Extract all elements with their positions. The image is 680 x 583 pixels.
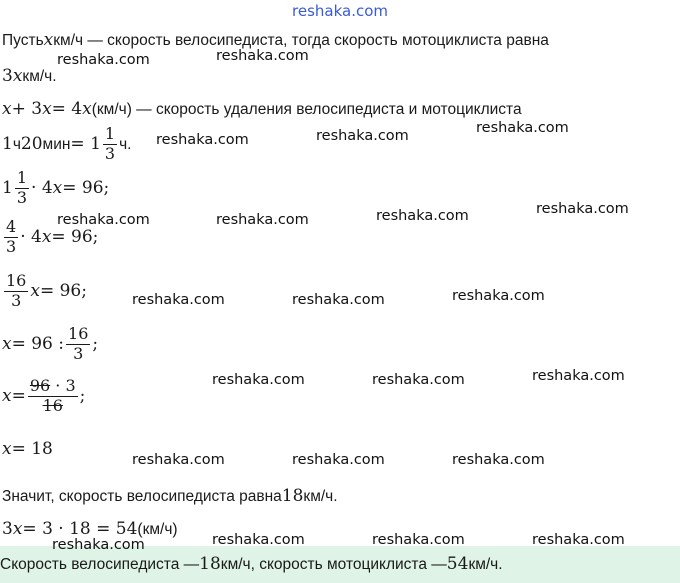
solution-line-9: [2, 378, 85, 415]
solution-line-2: [2, 68, 57, 85]
math: + 3: [11, 99, 43, 119]
watermark: reshaka.com: [536, 201, 629, 217]
denominator: 16: [42, 395, 63, 415]
math: 1: [2, 177, 13, 198]
math: = 18: [11, 439, 53, 459]
watermark: reshaka.com: [212, 372, 305, 388]
text: км/ч.: [303, 487, 338, 505]
text: ч.: [119, 135, 132, 153]
math: = 3 · 18 = 54: [22, 519, 138, 539]
math: = 96;: [39, 280, 87, 301]
math-var: x: [12, 66, 23, 86]
math-var: x: [82, 99, 92, 119]
text: Скорость велосипедиста —: [0, 555, 200, 573]
text: (км/ч) — скорость удаления велосипедиста и мотоциклиста: [91, 100, 522, 118]
text: км/ч, скорость мотоциклиста —: [220, 555, 447, 573]
math-var: x: [2, 439, 12, 459]
math: 1: [2, 133, 13, 154]
math-var: x: [41, 226, 52, 247]
watermark: reshaka.com: [216, 212, 309, 228]
denominator: 3: [73, 343, 84, 363]
text: ч: [12, 135, 21, 153]
fraction: [28, 378, 78, 415]
watermark: reshaka.com: [52, 537, 145, 553]
math: 3: [2, 519, 13, 539]
math: ;: [92, 333, 99, 354]
watermark: reshaka.com: [476, 120, 569, 136]
solution-line-3: [2, 101, 522, 118]
math-var: x: [2, 99, 12, 119]
watermark: reshaka.com: [316, 128, 409, 144]
watermark: reshaka.com: [372, 372, 465, 388]
watermark: reshaka.com: [292, 452, 385, 468]
watermark: reshaka.com: [452, 452, 545, 468]
math: 18: [281, 486, 304, 506]
math-var: x: [12, 519, 23, 539]
math: 18: [199, 554, 221, 574]
solution-line-1: [2, 32, 549, 49]
math: · 4: [31, 177, 53, 198]
numerator: 16: [68, 324, 89, 343]
denominator: 3: [16, 187, 28, 207]
watermark: reshaka.com: [292, 292, 385, 308]
fraction: [4, 219, 18, 256]
watermark: reshaka.com: [376, 208, 469, 224]
text: мин: [42, 135, 71, 153]
fraction: [66, 326, 90, 363]
numerator: 1: [16, 168, 28, 187]
math-var: x: [30, 280, 40, 301]
solution-line-5: [2, 170, 109, 207]
math: · 3: [50, 376, 76, 395]
watermark: reshaka.com: [132, 452, 225, 468]
text: (км/ч): [137, 520, 178, 538]
answer-line: [0, 556, 503, 573]
watermark: reshaka.com: [532, 532, 625, 548]
math-var: x: [42, 99, 52, 119]
text: км/ч.: [22, 67, 57, 85]
solution-line-12: [2, 521, 178, 538]
math-var: x: [43, 30, 54, 50]
math-var: x: [2, 385, 12, 406]
fraction: [4, 273, 28, 310]
watermark: reshaka.com: [57, 212, 150, 228]
solution-line-4: [2, 126, 131, 163]
math: · 4: [20, 226, 42, 247]
watermark: reshaka.com: [57, 52, 150, 68]
struck-number: 96: [29, 376, 51, 395]
site-header-link[interactable]: reshaka.com: [292, 2, 388, 20]
math: 3: [2, 66, 13, 86]
math: =: [11, 385, 26, 406]
fraction: [103, 126, 117, 163]
math: = 96;: [62, 177, 110, 198]
watermark: reshaka.com: [216, 48, 309, 64]
watermark: reshaka.com: [532, 368, 625, 384]
numerator: [28, 378, 78, 397]
math-var: x: [2, 333, 12, 354]
text: км/ч.: [468, 555, 503, 573]
text: км/ч — скорость велосипедиста, тогда скорость мотоциклиста равна: [53, 31, 549, 49]
text: Пусть: [2, 31, 44, 49]
watermark: reshaka.com: [212, 532, 305, 548]
fraction: [15, 170, 29, 207]
watermark: reshaka.com: [156, 132, 249, 148]
watermark: reshaka.com: [132, 292, 225, 308]
solution-line-10: [2, 441, 53, 458]
solution-line-11: [2, 488, 338, 505]
math: 20: [20, 133, 43, 154]
denominator: 3: [104, 143, 116, 163]
math: = 1: [70, 133, 101, 154]
math: = 96;: [51, 226, 99, 247]
math: = 96 :: [11, 333, 65, 354]
denominator: 3: [11, 290, 22, 310]
math: = 4: [51, 99, 83, 119]
math: ;: [79, 385, 86, 406]
denominator: 3: [6, 236, 17, 256]
math: 54: [446, 554, 469, 574]
numerator: 1: [104, 124, 116, 143]
numerator: 4: [6, 217, 17, 236]
text: Значит, скорость велосипедиста равна: [2, 487, 282, 505]
solution-line-8: [2, 326, 98, 363]
solution-line-7: [2, 273, 87, 310]
numerator: 16: [6, 271, 27, 290]
watermark: reshaka.com: [452, 288, 545, 304]
math-var: x: [52, 177, 63, 198]
watermark: reshaka.com: [372, 532, 465, 548]
